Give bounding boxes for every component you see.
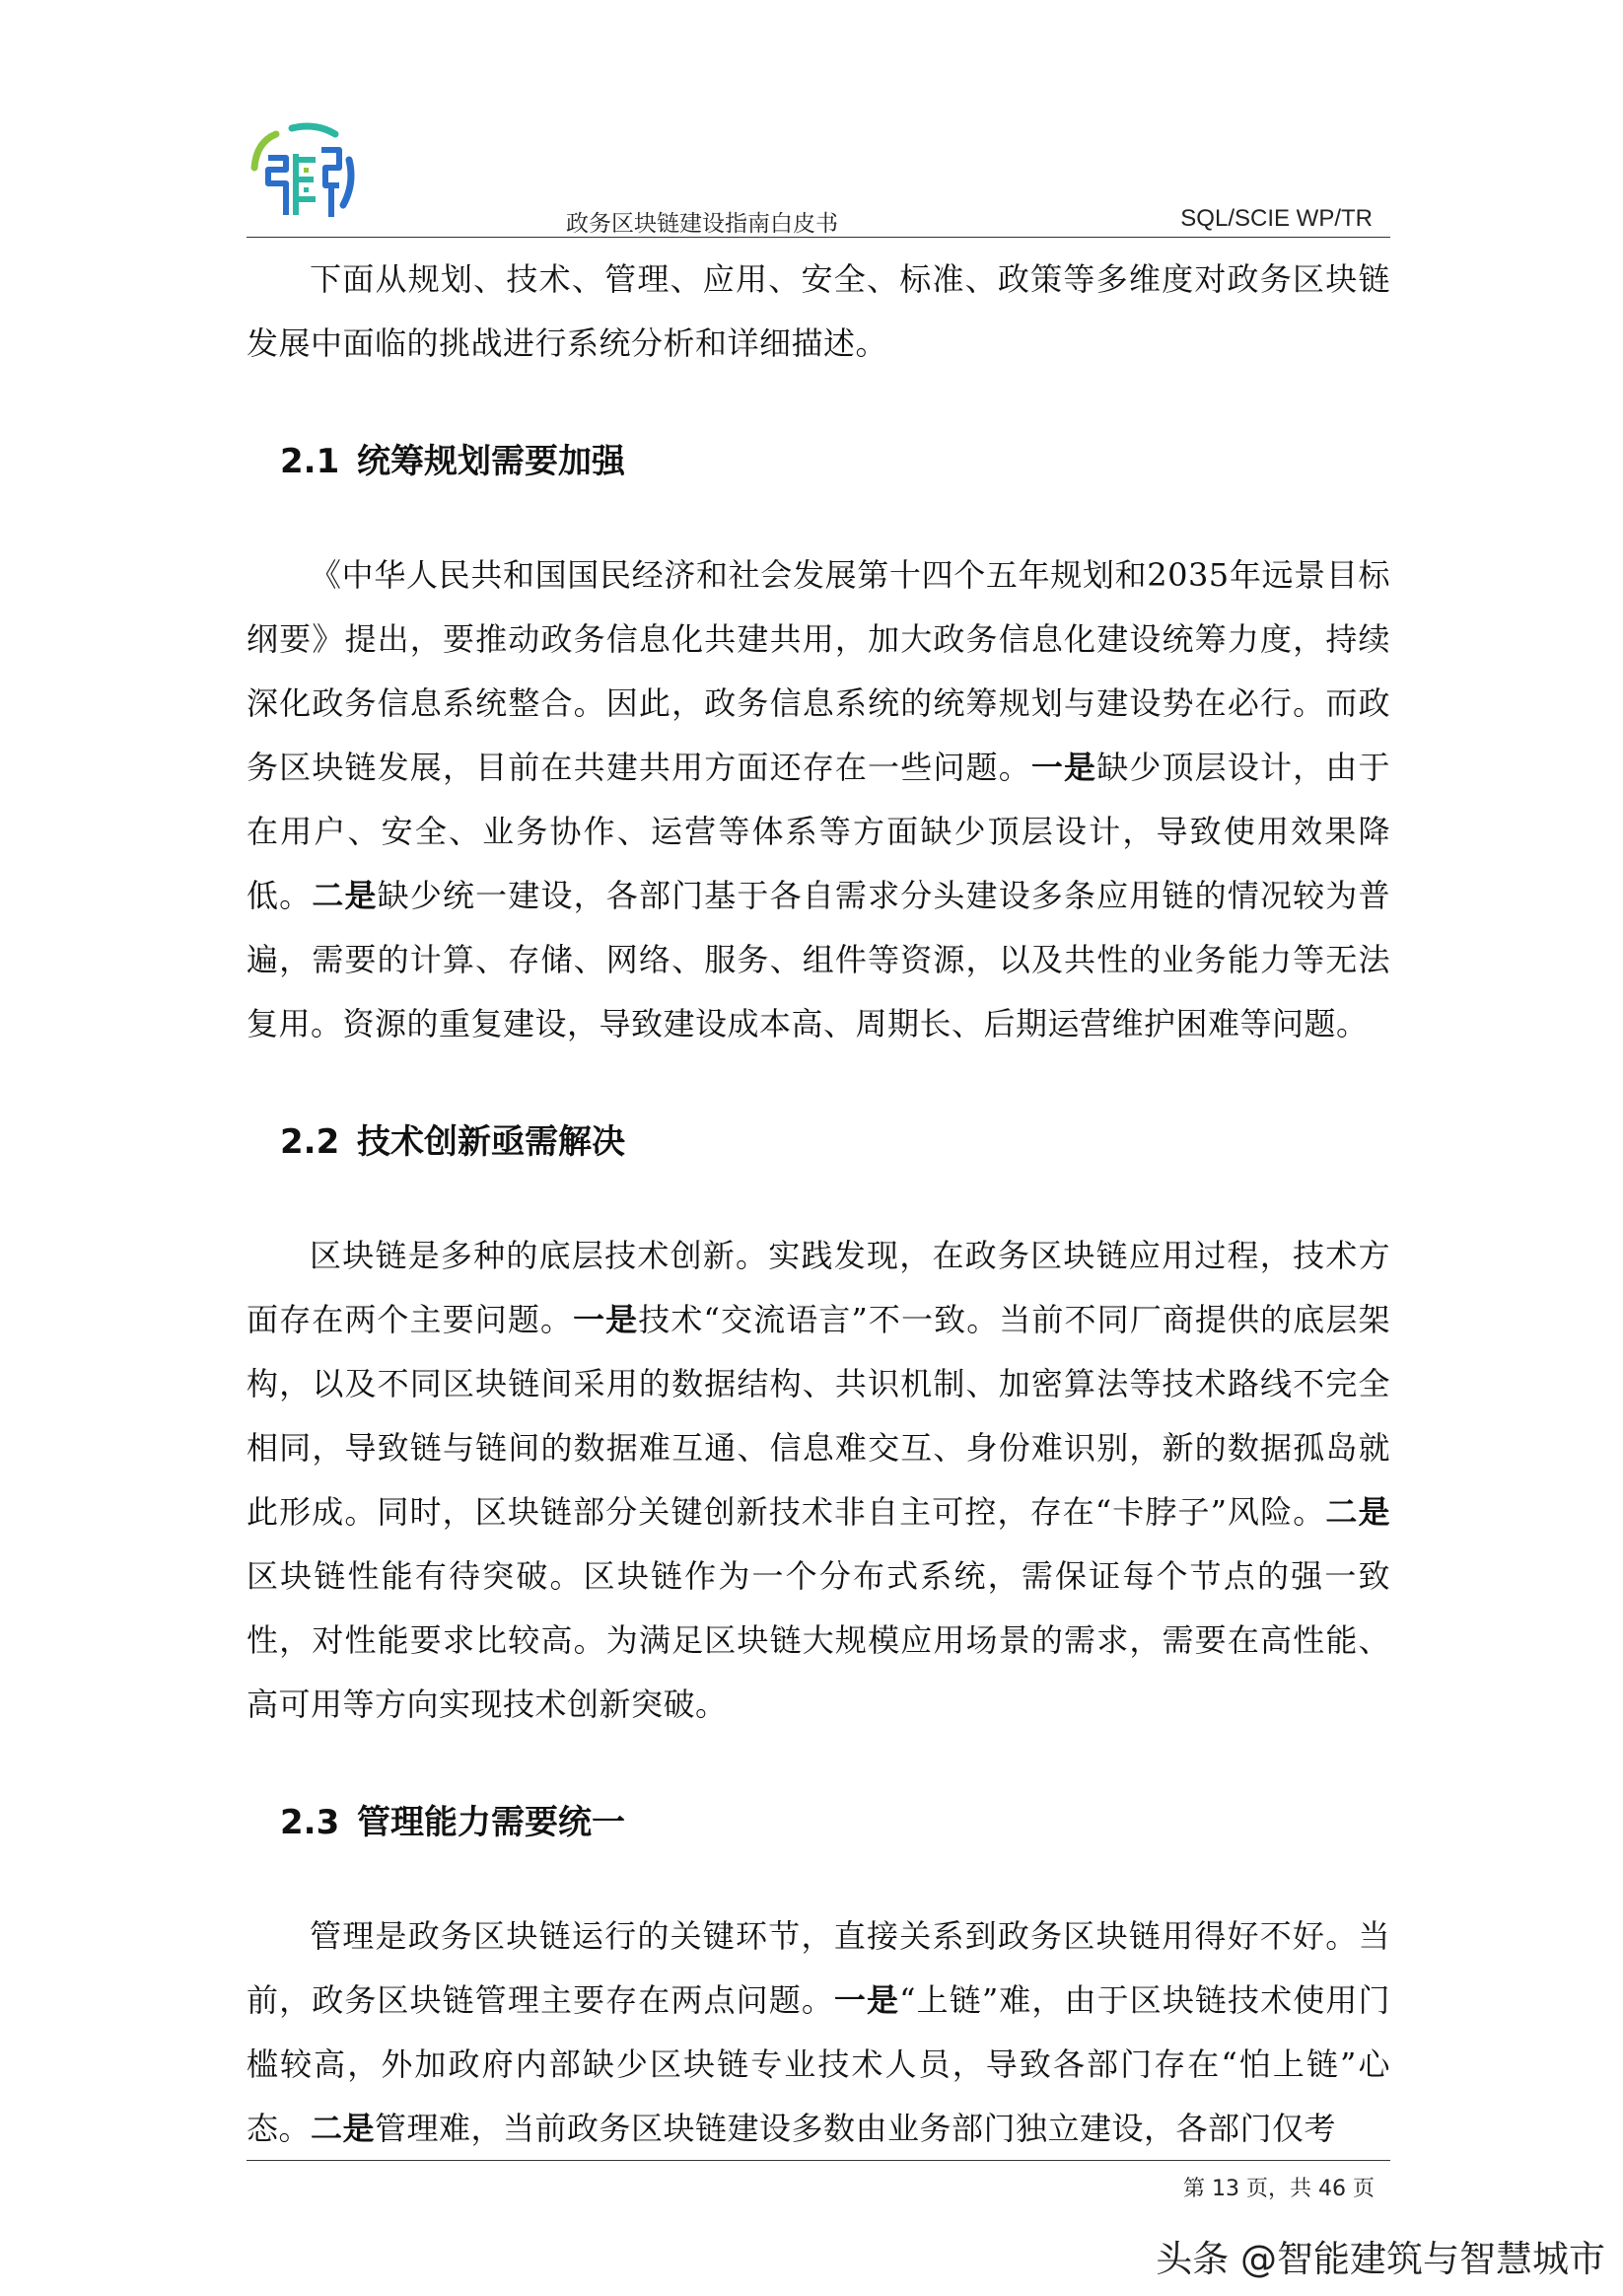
text-segment: 缺少顶层设计，由于在用户、安全、业务协作、运营等体系等方面缺少顶层设计，导致使用效果降低。 [247, 749, 1390, 914]
section-number: 2.1 [280, 442, 340, 481]
text-segment: “上链”难，由于区块链技术使用门槛较高，外加政府内部缺少区块链专业技术人员，导致各部门存在“怕上链”心态。 [247, 1981, 1390, 2147]
emphasis-label: 二是 [1325, 1493, 1390, 1531]
source-watermark: 头条 @智能建筑与智慧城市 [1156, 2238, 1605, 2280]
text-segment: 区块链性能有待突破。区块链作为一个分布式系统，需保证每个节点的强一致性，对性能要求比较高。为满足区块链大规模应用场景的需求，需要在高性能、高可用等方向实现技术创新突破。 [247, 1557, 1390, 1723]
page-number: 第 13 页，共 46 页 [1183, 2177, 1375, 2201]
text-segment: 区块链是多种的底层技术创新。实践发现，在政务区块链应用过程，技术方面存在两个主要问题。 [247, 1237, 1390, 1338]
section-heading-2-1 [247, 431, 1390, 492]
section-title: 技术创新亟需解决 [357, 1122, 625, 1162]
header-rule [247, 237, 1390, 238]
emphasis-label: 二是 [312, 877, 378, 914]
emphasis-label: 一是 [833, 1981, 900, 2019]
section-number: 2.3 [280, 1803, 340, 1842]
text-segment: 缺少统一建设，各部门基于各自需求分头建设多条应用链的情况较为普遍，需要的计算、存储、网络、服务、组件等资源，以及共性的业务能力等无法复用。资源的重复建设，导致建设成本高、周期长、后期运营维护困难等问题。 [247, 877, 1390, 1042]
section-2-3-paragraph [247, 1904, 1390, 2161]
page-content [247, 248, 1390, 2161]
text-segment: 技术“交流语言”不一致。当前不同厂商提供的底层架构，以及不同区块链间采用的数据结构、共识机制、加密算法等技术路线不完全相同，导致链与链间的数据难互通、信息难交互、身份难识别，新的数据孤岛就此形成。同时，区块链部分关键创新技术非自主可控，存在“卡脖子”风险。 [247, 1301, 1390, 1531]
emphasis-label: 一是 [1030, 749, 1097, 786]
section-heading-2-3 [247, 1792, 1390, 1853]
section-heading-2-2 [247, 1112, 1390, 1173]
text-segment: 管理是政务区块链运行的关键环节，直接关系到政务区块链用得好不好。当前，政务区块链管理主要存在两点问题。 [247, 1917, 1390, 2019]
text-segment: 管理难，当前政务区块链建设多数由业务部门独立建设，各部门仅考 [375, 2110, 1337, 2147]
section-number: 2.2 [280, 1122, 340, 1162]
text-segment: 《中华人民共和国国民经济和社会发展第十四个五年规划和2035年远景目标纲要》提出，要推动政务信息化共建共用，加大政务信息化建设统筹力度，持续深化政务信息系统整合。因此，政务信息系统的统筹规划与建设势在必行。而政务区块链发展，目前在共建共用方面还存在一些问题。 [247, 556, 1390, 786]
section-2-2-paragraph [247, 1224, 1390, 1737]
document-title-header: 政务区块链建设指南白皮书 [566, 211, 838, 237]
section-2-1-paragraph [247, 543, 1390, 1056]
document-code-header: SQL/SCIE WP/TR [1180, 205, 1373, 232]
intro-paragraph: 下面从规划、技术、管理、应用、安全、标准、政策等多维度对政务区块链发展中面临的挑战进行系统分析和详细描述。 [247, 260, 1390, 362]
sqlscie-logo [247, 120, 357, 233]
section-title: 统筹规划需要加强 [357, 442, 625, 481]
emphasis-label: 一是 [573, 1301, 639, 1338]
section-title: 管理能力需要统一 [357, 1803, 625, 1842]
footer-rule [247, 2160, 1390, 2161]
emphasis-label: 二是 [311, 2110, 376, 2147]
